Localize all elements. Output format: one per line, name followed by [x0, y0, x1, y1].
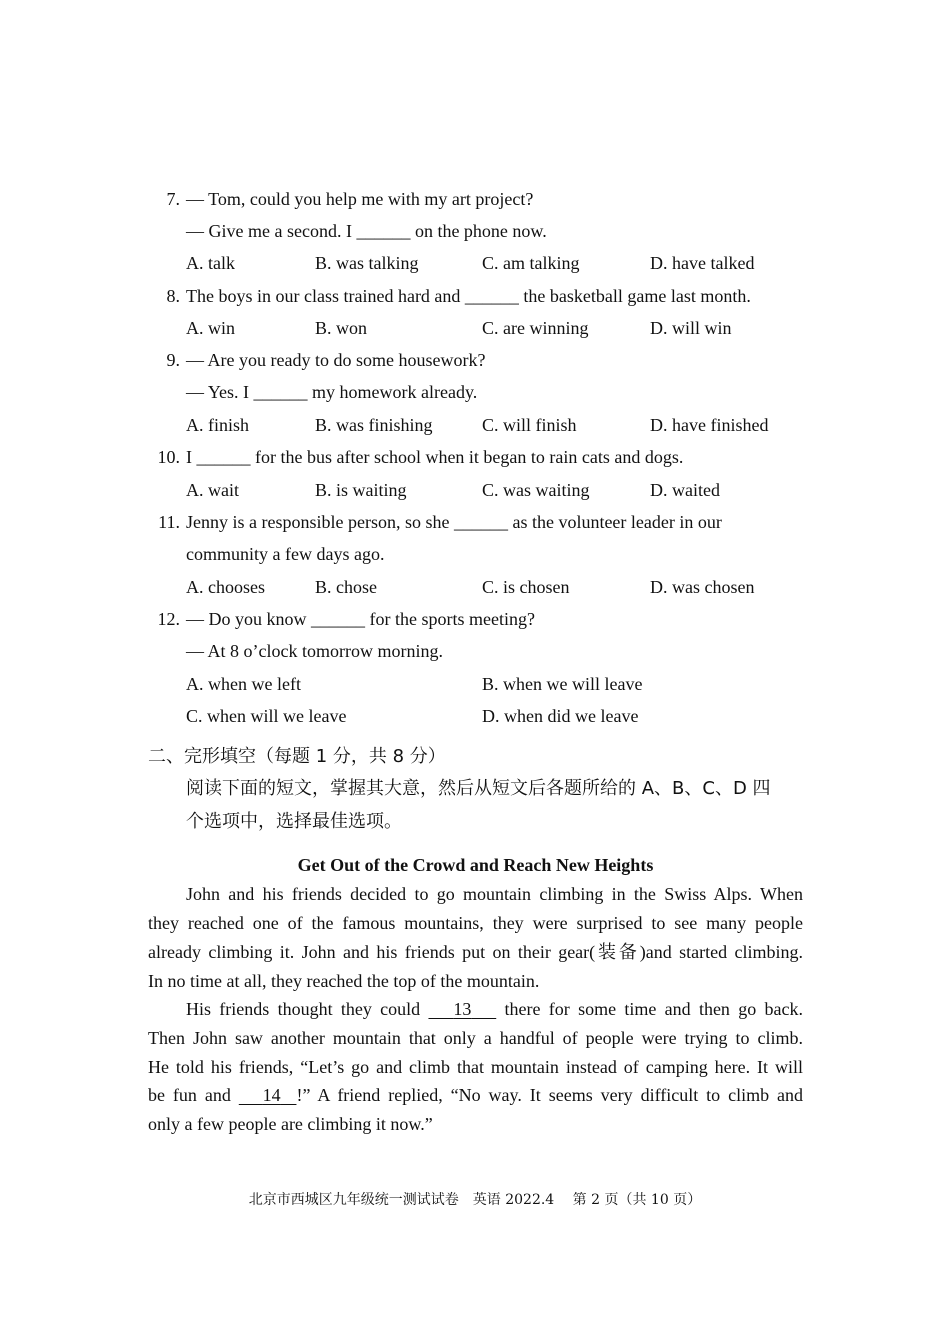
question-number: 10.	[157, 447, 180, 467]
option-c: C. is chosen	[482, 577, 570, 597]
question-stem: — Yes. I ______ my homework already.	[186, 382, 478, 402]
option-d: D. have finished	[650, 415, 769, 435]
question-number: 9.	[166, 350, 180, 370]
question-stem: community a few days ago.	[186, 544, 385, 564]
option-b: B. when we will leave	[482, 674, 643, 694]
question-stem: — Are you ready to do some housework?	[186, 350, 486, 370]
option-d: D. will win	[650, 318, 732, 338]
option-c: C. am talking	[482, 253, 580, 273]
section-heading: 二、完形填空（每题 1 分，共 8 分）	[148, 746, 446, 767]
blank-14: 14	[262, 1085, 281, 1105]
question-number: 11.	[158, 512, 180, 532]
passage-line: they reached one of the famous mountains, they were surprised to see many people	[148, 913, 803, 933]
passage-line: already climbing it. John and his friends put on their gear(装备)and started climbing.	[148, 942, 803, 962]
question-stem: The boys in our class trained hard and ______ the basketball game last month.	[186, 286, 751, 306]
option-c: C. will finish	[482, 415, 577, 435]
option-c: C. when will we leave	[186, 706, 347, 726]
option-a: A. chooses	[186, 577, 265, 597]
option-d: D. have talked	[650, 253, 755, 273]
question-stem: I ______ for the bus after school when it began to rain cats and dogs.	[186, 447, 684, 467]
question-stem: — At 8 o’clock tomorrow morning.	[186, 641, 443, 661]
option-a: A. finish	[186, 415, 249, 435]
option-d: D. waited	[650, 480, 720, 500]
option-c: C. are winning	[482, 318, 589, 338]
passage-line	[148, 1084, 803, 1106]
passage-line	[186, 998, 803, 1020]
option-b: B. was finishing	[315, 415, 433, 435]
passage-text: be fun and	[148, 1085, 231, 1105]
passage-line: In no time at all, they reached the top of the mountain.	[148, 971, 540, 991]
question-stem: — Tom, could you help me with my art project?	[186, 189, 534, 209]
option-c: C. was waiting	[482, 480, 590, 500]
passage-text: His friends thought they could	[186, 999, 421, 1019]
option-b: B. chose	[315, 577, 377, 597]
passage-text: !” A friend replied, “No way. It seems very difficult to climb and	[296, 1085, 804, 1105]
question-number: 12.	[157, 609, 180, 629]
passage-line: only a few people are climbing it now.”	[148, 1114, 433, 1134]
passage-line: John and his friends decided to go mountain climbing in the Swiss Alps. When	[186, 884, 803, 904]
option-a: A. wait	[186, 480, 239, 500]
option-a: A. win	[186, 318, 235, 338]
passage-title: Get Out of the Crowd and Reach New Heights	[297, 855, 654, 875]
passage-text: there for some time and then go back.	[504, 999, 803, 1019]
blank-13: 13	[453, 999, 472, 1019]
question-stem: — Do you know ______ for the sports meeting?	[186, 609, 535, 629]
question-stem: — Give me a second. I ______ on the phone now.	[186, 221, 547, 241]
section-instruction: 个选项中，选择最佳选项。	[186, 811, 402, 832]
option-d: D. was chosen	[650, 577, 755, 597]
option-b: B. won	[315, 318, 368, 338]
question-stem: Jenny is a responsible person, so she ______ as the volunteer leader in our	[186, 512, 722, 532]
option-b: B. was talking	[315, 253, 419, 273]
question-number: 7.	[166, 189, 180, 209]
section-instruction: 阅读下面的短文，掌握其大意，然后从短文后各题所给的 A、B、C、D 四	[186, 778, 771, 799]
option-a: A. talk	[186, 253, 235, 273]
passage-line: He told his friends, “Let’s go and climb that mountain instead of camping here. It will	[148, 1057, 803, 1077]
question-number: 8.	[166, 286, 180, 306]
option-a: A. when we left	[186, 674, 301, 694]
option-d: D. when did we leave	[482, 706, 639, 726]
option-b: B. is waiting	[315, 480, 407, 500]
page-footer: 北京市西城区九年级统一测试试卷 英语 2022.4 第 2 页（共 10 页）	[248, 1192, 702, 1208]
passage-line: Then John saw another mountain that only a handful of people were trying to climb.	[148, 1028, 803, 1048]
